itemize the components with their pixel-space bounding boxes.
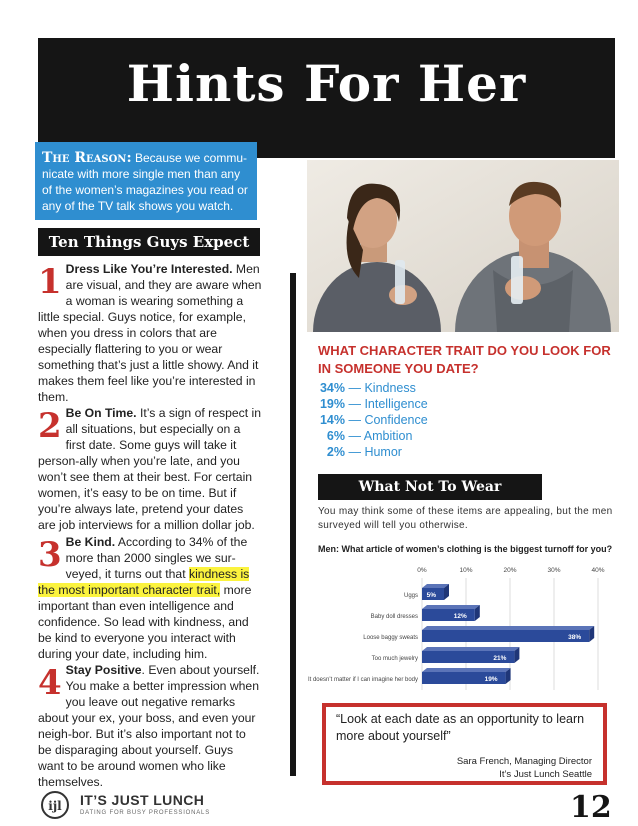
x-tick-label: 20% (503, 567, 517, 574)
reason-label: The Reason: (42, 150, 132, 166)
quote-author: Sara French, Managing Director (456, 756, 592, 767)
tip-title: Dress Like You’re Interested. (65, 262, 233, 276)
trait-row (318, 428, 412, 444)
reason-text: Because we commu-nicate with more single men than any of the women’s magazines you read or any of the TV talk shows you watch. (42, 151, 248, 213)
data-label: 21% (493, 655, 507, 662)
trait-label: — Kindness (348, 381, 416, 395)
tip-2 (38, 405, 262, 533)
quote-org: It’s Just Lunch Seattle (499, 769, 592, 780)
trait-label: — Intelligence (348, 397, 428, 411)
page-number: 12 (570, 790, 612, 825)
tip-highlight: kindness is the most important character trait, (38, 567, 250, 597)
data-label: 38% (568, 634, 582, 641)
ten-things-heading: Ten Things Guys Expect (38, 228, 260, 256)
trait-percent: 2% (326, 445, 345, 459)
tip-body: According to 34% of the more than 2000 singles we sur-veyed, it turns out that (65, 535, 248, 581)
survey-question: WHAT CHARACTER TRAIT DO YOU LOOK FOR IN SOMEONE YOU DATE? (318, 343, 611, 376)
what-not-to-wear-text: You may think some of these items are appealing, but the men surveyed will tell you otherwise. (318, 506, 613, 531)
tip-4 (38, 662, 262, 790)
bar-top-face (422, 605, 480, 609)
category-label: Baby doll dresses (370, 614, 418, 620)
couple-photo (307, 160, 619, 332)
tip-title: Stay Positive (65, 663, 142, 677)
reason-callout (35, 142, 257, 220)
category-label: Uggs (403, 593, 418, 599)
its-just-lunch-logo (40, 790, 76, 820)
tip-number: 2 (38, 406, 62, 446)
trait-label: — Confidence (348, 413, 428, 427)
tip-body: It’s a sign of respect in all situations, but especially on a first date. Some guys will take it person-ally when you’re late, and you won’t see them at their best. For certain women, it’s easy to be on time. But if you’re always late, pretend your dates are job interviews for a million dollar job. (38, 406, 261, 532)
trait-row (318, 380, 416, 396)
logo-name: IT’S JUST LUNCH (80, 792, 205, 808)
tip-title: Be Kind. (65, 535, 116, 549)
trait-percent: 14% (319, 413, 345, 427)
bar-top-face (422, 626, 594, 630)
category-label: Too much jewelry (371, 656, 418, 662)
tip-number: 1 (38, 262, 62, 302)
tip-1 (38, 261, 262, 405)
logo-tagline: DATING FOR BUSY PROFESSIONALS (80, 810, 210, 816)
turnoff-bar-chart (300, 560, 620, 698)
quote-attribution (330, 755, 592, 781)
bar-top-face (422, 647, 519, 651)
what-not-to-wear-heading: What Not To Wear (318, 474, 542, 500)
page-title: Hints For Her (126, 54, 527, 113)
quote-text: “Look at each date as an opportunity to learn more about yourself” (336, 712, 585, 743)
chart-bar (422, 630, 589, 642)
x-tick-label: 30% (547, 567, 561, 574)
data-label: 12% (453, 613, 467, 620)
x-tick-label: 10% (459, 567, 473, 574)
tip-title: Be On Time. (65, 406, 137, 420)
chart-bar (422, 609, 475, 621)
tip-3 (38, 534, 262, 662)
trait-percent: 34% (319, 381, 345, 395)
tip-body-end: more important than even intelligence and confidence. So lead with kindness, and be kind to everyone you interact with during your date, including him. (38, 583, 252, 661)
chart-title: Men: What article of women’s clothing is the biggest turnoff for you? (318, 544, 613, 554)
data-label: 19% (484, 676, 498, 683)
category-label: It doesn’t matter if I can imagine her body (307, 677, 418, 683)
tip-number: 3 (38, 535, 62, 575)
tip-body: Men are visual, and they are aware when a woman is wearing something a little special. Guys notice, for example, when you dress in colors that are especially flattering to you or wear something that’s just a little showy. And it makes them feel like you’re interested in them. (38, 262, 262, 404)
tip-body: . Even about yourself. You make a better impression when you leave out negative remarks about your ex, your boss, and even your neigh-bor. But it’s also important not to be disparaging about yourself. Guys want to be around women who like themselves. (38, 663, 260, 789)
tip-number: 4 (38, 663, 62, 703)
x-tick-label: 40% (591, 567, 605, 574)
bar-top-face (422, 668, 511, 672)
trait-percent: 6% (326, 429, 345, 443)
category-label: Loose baggy sweats (363, 635, 418, 641)
trait-label: — Ambition (348, 429, 413, 443)
trait-label: — Humor (348, 445, 402, 459)
trait-row (318, 412, 428, 428)
trait-row (318, 444, 402, 460)
column-divider (290, 273, 296, 776)
trait-row (318, 396, 428, 412)
logo-mark-text: ijl (48, 799, 62, 813)
data-label: 5% (426, 592, 436, 599)
couple-photo-illustration (307, 160, 619, 332)
x-tick-label: 0% (417, 567, 427, 574)
trait-percent: 19% (319, 397, 345, 411)
